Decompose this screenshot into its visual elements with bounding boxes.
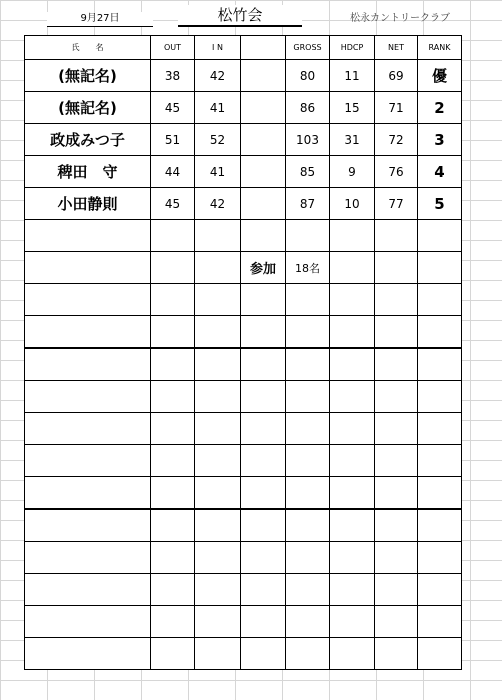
table-row [25, 606, 462, 638]
empty-cell [286, 316, 330, 349]
out-score: 45 [151, 92, 195, 124]
empty-cell [241, 606, 286, 638]
player-name: (無記名) [25, 60, 151, 92]
rank-value: 2 [418, 92, 462, 124]
empty-cell [241, 284, 286, 316]
player-name: 稗田 守 [25, 156, 151, 188]
empty-cell [375, 220, 418, 252]
table-row [25, 156, 462, 188]
empty-cell [25, 252, 151, 284]
player-name: 政成みつ子 [25, 124, 151, 156]
col-rank-header: RANK [418, 36, 462, 60]
table-row [25, 124, 462, 156]
empty-cell [151, 542, 195, 574]
empty-cell [151, 574, 195, 606]
empty-cell [241, 477, 286, 510]
empty-cell [286, 445, 330, 477]
out-score: 38 [151, 60, 195, 92]
table-row [25, 316, 462, 349]
empty-cell [25, 284, 151, 316]
blank-cell [241, 188, 286, 220]
empty-cell [241, 574, 286, 606]
hdcp-value: 15 [330, 92, 375, 124]
empty-cell [286, 638, 330, 670]
date-label: 9月27日 [47, 12, 153, 27]
table-row [25, 574, 462, 606]
out-score: 51 [151, 124, 195, 156]
empty-cell [286, 284, 330, 316]
out-score: 44 [151, 156, 195, 188]
empty-cell [330, 606, 375, 638]
empty-cell [330, 316, 375, 349]
player-name: 小田静則 [25, 188, 151, 220]
gross-score: 87 [286, 188, 330, 220]
in-score: 42 [195, 60, 241, 92]
table-row [25, 381, 462, 413]
empty-cell [241, 381, 286, 413]
empty-cell [195, 542, 241, 574]
empty-cell [25, 574, 151, 606]
empty-cell [195, 638, 241, 670]
empty-cell [195, 252, 241, 284]
empty-cell [418, 252, 462, 284]
col-in-header: I N [195, 36, 241, 60]
table-row [25, 60, 462, 92]
col-net-header: NET [375, 36, 418, 60]
empty-cell [418, 445, 462, 477]
table-row [25, 188, 462, 220]
empty-cell [151, 413, 195, 445]
empty-cell [25, 220, 151, 252]
empty-cell [151, 445, 195, 477]
empty-cell [418, 477, 462, 510]
hdcp-value: 10 [330, 188, 375, 220]
in-score: 52 [195, 124, 241, 156]
empty-cell [375, 316, 418, 349]
empty-cell [151, 284, 195, 316]
table-row [25, 445, 462, 477]
empty-cell [25, 348, 151, 381]
empty-cell [195, 316, 241, 349]
empty-cell [25, 316, 151, 349]
col-blank-header [241, 36, 286, 60]
hdcp-value: 9 [330, 156, 375, 188]
table-row [25, 348, 462, 381]
col-name-header: 氏 名 [25, 36, 151, 60]
participants-row [25, 252, 462, 284]
blank-cell [241, 60, 286, 92]
blank-cell [241, 124, 286, 156]
hdcp-value: 31 [330, 124, 375, 156]
empty-cell [330, 509, 375, 542]
empty-cell [241, 509, 286, 542]
empty-cell [375, 348, 418, 381]
empty-cell [418, 574, 462, 606]
score-table [24, 35, 462, 670]
empty-cell [330, 574, 375, 606]
empty-cell [151, 509, 195, 542]
empty-cell [375, 574, 418, 606]
empty-cell [25, 413, 151, 445]
empty-cell [25, 638, 151, 670]
empty-cell [418, 542, 462, 574]
net-score: 72 [375, 124, 418, 156]
empty-cell [286, 381, 330, 413]
empty-cell [25, 509, 151, 542]
empty-cell [195, 509, 241, 542]
empty-cell [241, 348, 286, 381]
empty-cell [286, 220, 330, 252]
out-score: 45 [151, 188, 195, 220]
gross-score: 86 [286, 92, 330, 124]
empty-cell [330, 381, 375, 413]
net-score: 77 [375, 188, 418, 220]
table-row [25, 509, 462, 542]
empty-cell [418, 381, 462, 413]
empty-cell [286, 413, 330, 445]
empty-cell [25, 542, 151, 574]
empty-cell [241, 638, 286, 670]
blank-cell [241, 92, 286, 124]
header-row [25, 36, 462, 60]
col-hdcp-header: HDCP [330, 36, 375, 60]
net-score: 69 [375, 60, 418, 92]
event-title: 松竹会 [178, 5, 302, 27]
empty-cell [151, 252, 195, 284]
club-name: 松永カントリークラブ [350, 13, 450, 24]
empty-cell [195, 220, 241, 252]
empty-cell [418, 316, 462, 349]
net-score: 76 [375, 156, 418, 188]
empty-cell [375, 445, 418, 477]
empty-cell [151, 638, 195, 670]
empty-cell [195, 348, 241, 381]
empty-cell [375, 413, 418, 445]
empty-cell [195, 381, 241, 413]
empty-cell [195, 574, 241, 606]
empty-cell [330, 445, 375, 477]
table-row [25, 92, 462, 124]
empty-cell [241, 413, 286, 445]
participants-label: 参加 [241, 252, 286, 284]
empty-cell [375, 606, 418, 638]
empty-cell [418, 509, 462, 542]
empty-cell [151, 381, 195, 413]
empty-cell [286, 574, 330, 606]
empty-cell [330, 284, 375, 316]
empty-cell [151, 606, 195, 638]
rank-value: 4 [418, 156, 462, 188]
empty-cell [375, 509, 418, 542]
gross-score: 80 [286, 60, 330, 92]
table-row [25, 542, 462, 574]
empty-cell [330, 638, 375, 670]
empty-cell [241, 316, 286, 349]
empty-cell [330, 252, 375, 284]
empty-cell [418, 348, 462, 381]
in-score: 41 [195, 156, 241, 188]
empty-cell [151, 477, 195, 510]
empty-cell [286, 477, 330, 510]
table-row [25, 638, 462, 670]
empty-cell [151, 316, 195, 349]
empty-cell [330, 413, 375, 445]
empty-cell [418, 638, 462, 670]
gross-score: 85 [286, 156, 330, 188]
empty-cell [25, 477, 151, 510]
empty-cell [418, 284, 462, 316]
empty-cell [375, 284, 418, 316]
empty-cell [330, 220, 375, 252]
col-gross-header: GROSS [286, 36, 330, 60]
empty-cell [241, 542, 286, 574]
empty-cell [330, 542, 375, 574]
player-name: (無記名) [25, 92, 151, 124]
gross-score: 103 [286, 124, 330, 156]
table-row [25, 477, 462, 510]
empty-cell [151, 348, 195, 381]
empty-cell [151, 220, 195, 252]
empty-cell [241, 445, 286, 477]
empty-cell [25, 606, 151, 638]
table-row [25, 220, 462, 252]
empty-cell [241, 220, 286, 252]
empty-cell [195, 606, 241, 638]
empty-cell [286, 606, 330, 638]
col-out-header: OUT [151, 36, 195, 60]
empty-cell [25, 381, 151, 413]
empty-cell [375, 542, 418, 574]
hdcp-value: 11 [330, 60, 375, 92]
empty-cell [25, 445, 151, 477]
table-row [25, 284, 462, 316]
in-score: 42 [195, 188, 241, 220]
empty-cell [195, 445, 241, 477]
blank-cell [241, 156, 286, 188]
empty-cell [286, 348, 330, 381]
empty-cell [375, 477, 418, 510]
empty-cell [330, 348, 375, 381]
empty-cell [375, 252, 418, 284]
empty-cell [375, 381, 418, 413]
empty-cell [418, 606, 462, 638]
empty-cell [375, 638, 418, 670]
empty-cell [418, 413, 462, 445]
rank-value: 優 [418, 60, 462, 92]
empty-cell [195, 284, 241, 316]
empty-cell [195, 413, 241, 445]
rank-value: 5 [418, 188, 462, 220]
empty-cell [286, 542, 330, 574]
net-score: 71 [375, 92, 418, 124]
empty-cell [286, 509, 330, 542]
empty-cell [418, 220, 462, 252]
empty-cell [330, 477, 375, 510]
participants-count: 18名 [286, 252, 330, 284]
in-score: 41 [195, 92, 241, 124]
rank-value: 3 [418, 124, 462, 156]
table-row [25, 413, 462, 445]
empty-cell [195, 477, 241, 510]
